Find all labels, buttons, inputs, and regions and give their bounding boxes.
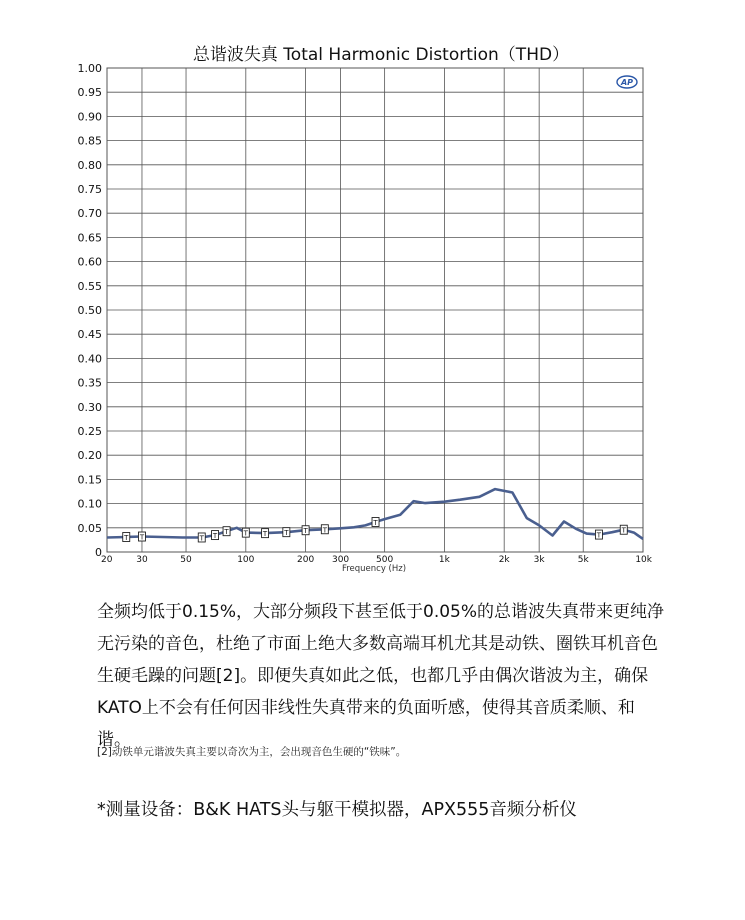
y-tick-label: 0.55 xyxy=(77,279,102,293)
svg-text:T: T xyxy=(322,526,327,535)
series-marker xyxy=(283,528,290,538)
y-tick-label: 0.80 xyxy=(77,158,102,172)
y-tick-label: 0.60 xyxy=(77,255,102,269)
series-marker xyxy=(262,529,269,539)
y-tick-label: 0.35 xyxy=(77,376,102,390)
series-marker xyxy=(138,532,145,542)
x-tick-label: 2k xyxy=(498,555,510,565)
x-tick-label: 3k xyxy=(533,555,545,565)
series-marker xyxy=(198,533,205,543)
y-tick-label: 0.65 xyxy=(77,231,102,245)
x-tick-label: 1k xyxy=(438,555,450,565)
series-marker xyxy=(620,525,627,535)
svg-text:T: T xyxy=(224,528,229,537)
svg-text:T: T xyxy=(212,532,218,541)
series-marker xyxy=(212,531,219,541)
x-tick-label: 100 xyxy=(237,555,255,565)
x-tick-label: 500 xyxy=(376,555,394,565)
x-tick-label: 30 xyxy=(136,555,148,565)
y-tick-label: 0.20 xyxy=(77,449,102,463)
x-tick-label: 300 xyxy=(331,555,350,565)
svg-text:T: T xyxy=(124,533,129,542)
y-tick-label: 0.90 xyxy=(77,110,102,124)
series-marker xyxy=(123,532,130,542)
y-tick-label: 0.10 xyxy=(77,497,102,511)
x-tick-label: 200 xyxy=(297,555,315,565)
series-marker xyxy=(242,528,249,538)
y-tick-label: 0.15 xyxy=(77,473,102,487)
y-tick-label: 1.00 xyxy=(77,62,102,75)
y-tick-label: 0.85 xyxy=(77,134,102,148)
x-tick-label: 20 xyxy=(101,555,113,565)
series-marker xyxy=(223,527,230,537)
svg-text:T: T xyxy=(199,534,204,543)
grid-lines xyxy=(107,68,643,552)
y-tick-label: 0 xyxy=(95,546,102,559)
ap-logo-text: AP xyxy=(620,78,634,87)
series-marker xyxy=(595,530,602,540)
y-tick-label: 0.40 xyxy=(77,352,102,366)
svg-text:T: T xyxy=(284,529,289,538)
x-tick-label: 5k xyxy=(577,555,589,565)
measurement-equipment: *测量设备：B&K HATS头与躯干模拟器，APX555音频分析仪 xyxy=(97,800,577,820)
series-marker xyxy=(372,517,379,527)
y-tick-label: 0.75 xyxy=(77,183,102,196)
y-tick-label: 0.70 xyxy=(77,207,102,221)
svg-text:T: T xyxy=(139,533,145,542)
svg-text:T: T xyxy=(303,527,308,536)
svg-text:T: T xyxy=(596,531,602,540)
footnote: [2]动铁单元谐波失真主要以奇次为主，会出现音色生硬的“铁味”。 xyxy=(97,746,407,758)
description-paragraph: 全频均低于0.15%，大部分频段下甚至低于0.05%的总谐波失真带来更纯净无污染的音色，杜绝了市面上绝大多数高端耳机尤其是动铁、圈铁耳机音色生硬毛躁的问题[2]。即便失真如此之低，也都几乎由偶次谐波为主，确保KATO上不会有任何因非线性失真带来的负面听感，使得其音质柔顺、和谐。 xyxy=(97,602,665,750)
y-tick-label: 0.30 xyxy=(77,400,102,414)
chart-title: 总谐波失真 Total Harmonic Distortion（THD） xyxy=(192,45,570,65)
y-tick-label: 0.05 xyxy=(77,521,102,535)
y-tick-label: 0.50 xyxy=(77,304,102,317)
x-axis-label: Frequency (Hz) xyxy=(341,564,407,574)
series-marker xyxy=(321,525,328,535)
y-tick-label: 0.95 xyxy=(77,86,102,100)
y-tick-label: 0.45 xyxy=(77,328,102,342)
svg-text:T: T xyxy=(262,530,268,539)
x-tick-label: 10k xyxy=(635,555,652,565)
svg-text:T: T xyxy=(373,518,378,527)
y-tick-label: 0.25 xyxy=(77,425,102,438)
svg-text:T: T xyxy=(621,526,626,535)
series-marker xyxy=(302,526,309,536)
y-axis-ticks xyxy=(78,62,103,559)
svg-text:T: T xyxy=(243,529,248,538)
x-tick-label: 50 xyxy=(180,555,192,565)
